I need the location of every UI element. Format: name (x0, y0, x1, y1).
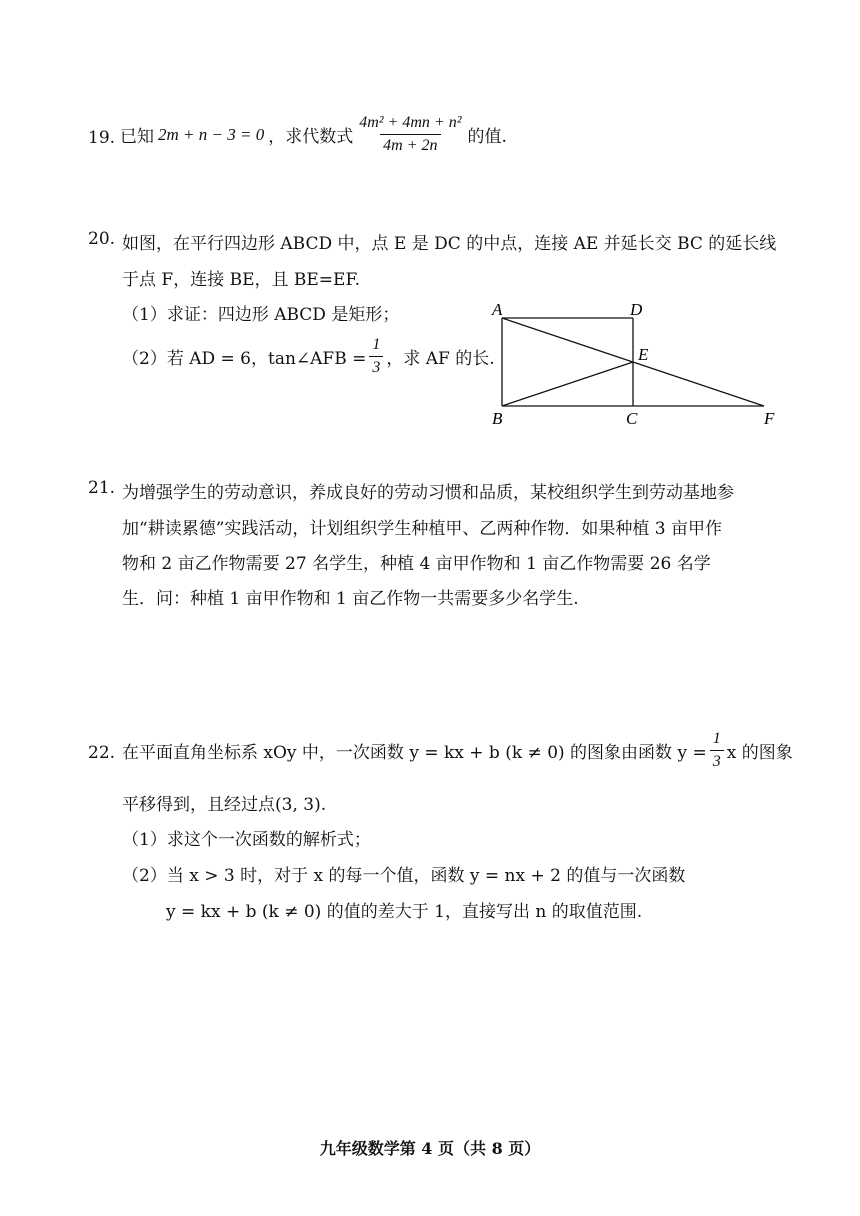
label-B: B (492, 409, 503, 428)
label-F: F (764, 409, 775, 428)
label-E: E (638, 345, 649, 364)
denominator: 4m + 2n (380, 134, 440, 155)
numerator: 1 (712, 730, 721, 747)
question-22-part2-line2: y = kx + b (k ≠ 0) 的值的差大于 1，直接写出 n 的取值范围. (166, 902, 643, 922)
question-22-part2-line1: （2）当 x > 3 时，对于 x 的每一个值，函数 y = nx + 2 的值与一次函数 (122, 866, 686, 886)
question-20-line2: 于点 F，连接 BE，且 BE=EF. (122, 270, 361, 290)
text: 在平面直角坐标系 xOy 中，一次函数 y = kx + b (k ≠ 0) 的图象由函数 y = (122, 743, 707, 763)
question-21-line3: 物和 2 亩乙作物需要 27 名学生，种植 4 亩甲作物和 1 亩乙作物需要 26 名学 (122, 554, 711, 574)
numerator: 1 (372, 336, 381, 353)
label-C: C (626, 409, 638, 428)
geometry-figure (488, 296, 788, 436)
label-D: D (630, 300, 643, 319)
text: 的值. (467, 127, 507, 147)
question-22-part1: （1）求这个一次函数的解析式； (122, 830, 371, 850)
fraction (710, 730, 724, 771)
question-21-line4: 生．问：种植 1 亩甲作物和 1 亩乙作物一共需要多少名学生. (122, 589, 579, 609)
question-number: 20. (88, 229, 116, 249)
text: 已知 (120, 127, 154, 147)
label-A: A (492, 300, 503, 319)
question-21-line1: 为增强学生的劳动意识，养成良好的劳动习惯和品质，某校组织学生到劳动基地参 (122, 483, 734, 503)
question-19-text (120, 114, 507, 155)
text: ，求代数式 (268, 127, 354, 147)
question-20-line1: 如图，在平行四边形 ABCD 中，点 E 是 DC 的中点，连接 AE 并延长交 BC 的延长线 (122, 234, 777, 254)
question-21-line2: 加“耕读累德”实践活动，计划组织学生种植甲、乙两种作物．如果种植 3 亩甲作 (122, 519, 723, 539)
fraction (356, 114, 464, 155)
question-number: 21. (88, 478, 116, 498)
question-20-part1: （1）求证：四边形 ABCD 是矩形； (122, 305, 400, 325)
segment-BE (502, 362, 633, 406)
equation: 2m + n − 3 = 0 (158, 124, 265, 144)
denominator: 3 (369, 356, 383, 377)
text: （2）若 AD = 6，tan∠AFB = (122, 349, 367, 369)
text: ，求 AF 的长. (386, 349, 495, 369)
question-22-line2: 平移得到，且经过点(3, 3). (122, 795, 327, 815)
fraction (369, 336, 383, 377)
question-number: 22. (88, 743, 116, 763)
question-number: 19. (88, 128, 116, 148)
denominator: 3 (710, 750, 724, 771)
question-22-line1 (122, 730, 793, 771)
page-footer: 九年级数学第 4 页（共 8 页） (319, 1139, 541, 1158)
question-20-part2 (122, 336, 495, 377)
numerator: 4m² + 4mn + n² (359, 114, 462, 131)
text: x 的图象 (726, 743, 793, 763)
